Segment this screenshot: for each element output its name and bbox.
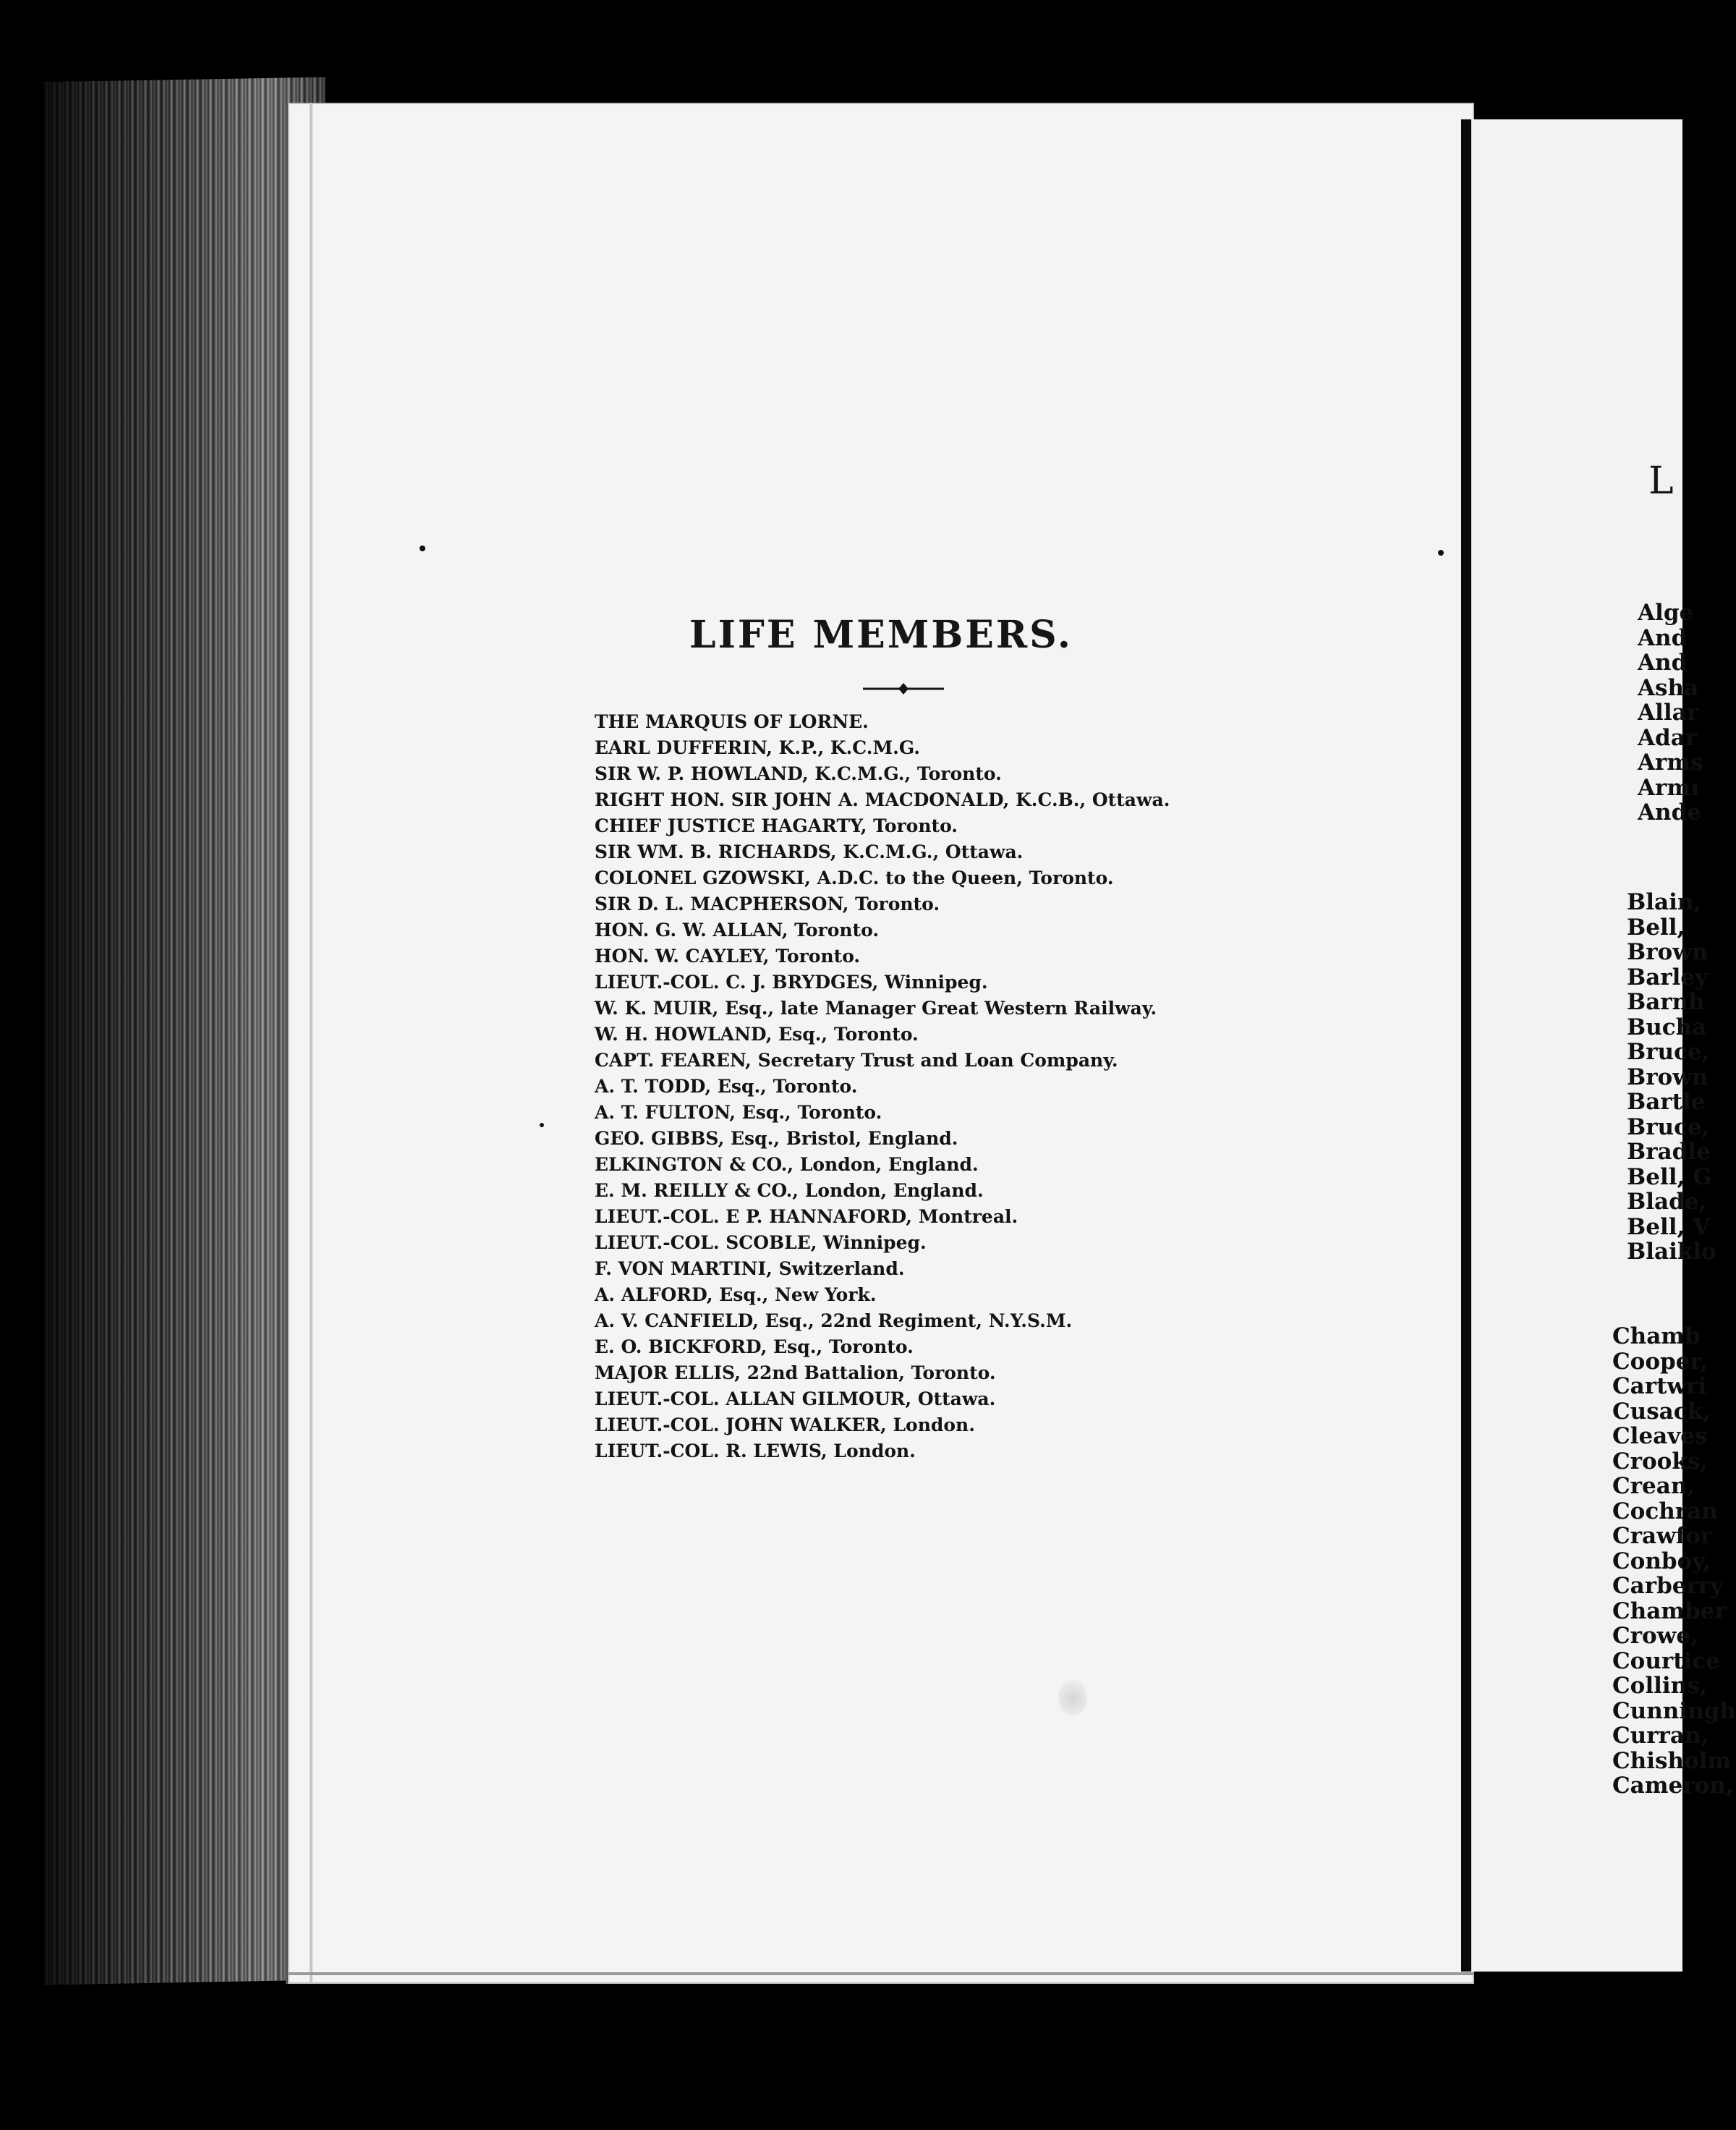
page-title: LIFE MEMBERS. [689,613,1073,657]
right-list-item: Alge [1638,600,1694,626]
right-list-item: Barnh [1627,989,1705,1015]
title-ornament-icon [863,682,944,696]
right-list-item: Cooper, [1612,1348,1709,1375]
member-entry: W. H. HOWLAND, Esq., Toronto. [595,1024,919,1045]
right-list-item: Cochran [1612,1498,1718,1524]
member-entry: A. T. FULTON, Esq., Toronto. [595,1102,882,1123]
right-list-item: Bucha [1627,1014,1707,1040]
member-entry: GEO. GIBBS, Esq., Bristol, England. [595,1128,958,1149]
right-list-item: Crean, [1612,1473,1695,1499]
right-list-item: Blain, [1627,889,1702,915]
right-list-item: Asha [1638,674,1699,701]
life-members-list [595,709,1390,1464]
member-entry: ELKINGTON & CO., London, England. [595,1154,979,1175]
member-entry: LIEUT.-COL. C. J. BRYDGES, Winnipeg. [595,972,988,993]
member-entry: LIEUT.-COL. ALLAN GILMOUR, Ottawa. [595,1388,996,1409]
right-list-item: Crowe, [1612,1623,1698,1649]
right-list-item: Bell, V [1627,1213,1711,1240]
right-list-item: Bell, [1627,914,1685,941]
member-entry: MAJOR ELLIS, 22nd Battalion, Toronto. [595,1362,996,1383]
right-list-item: Arms [1638,750,1703,776]
member-entry: EARL DUFFERIN, K.P., K.C.M.G. [595,737,921,758]
right-list-item: Bruce, [1627,1113,1710,1140]
right-list-item: Barley [1627,964,1709,990]
right-list-item: Brown [1627,1064,1709,1090]
page-inner-border [310,103,312,1984]
member-entry: LIEUT.-COL. JOHN WALKER, London. [595,1414,975,1435]
member-entry: HON. W. CAYLEY, Toronto. [595,946,861,967]
right-page-heading: L [1648,459,1674,503]
right-list-item: Courtice [1612,1647,1720,1674]
member-entry: HON. G. W. ALLAN, Toronto. [595,920,880,941]
member-entry: THE MARQUIS OF LORNE. [595,711,869,732]
right-list-item: Blaiklo [1627,1239,1716,1265]
right-list-item: Adar [1638,724,1698,751]
member-entry: A. ALFORD, Esq., New York. [595,1284,877,1305]
paper-smudge [1058,1680,1087,1716]
member-entry: LIEUT.-COL. SCOBLE, Winnipeg. [595,1232,927,1253]
right-list-item: Conboy, [1612,1548,1711,1574]
ink-speck [1438,550,1444,556]
member-entry: F. VON MARTINI, Switzerland. [595,1258,905,1279]
right-list-group-c [1612,1324,1736,1799]
member-entry: W. K. MUIR, Esq., late Manager Great Western Railway. [595,998,1157,1019]
member-entry: CHIEF JUSTICE HAGARTY, Toronto. [595,815,958,836]
member-entry: A. V. CANFIELD, Esq., 22nd Regiment, N.Y.S.M. [595,1310,1073,1331]
right-list-item: Crooks, [1612,1448,1709,1475]
member-entry: LIEUT.-COL. R. LEWIS, London. [595,1440,916,1461]
right-list-group-a [1638,601,1703,826]
right-list-item: Ande [1638,799,1701,826]
right-list-item: Chisholm [1612,1747,1732,1774]
right-list-item: And [1638,624,1688,651]
member-entry: SIR W. P. HOWLAND, K.C.M.G., Toronto. [595,763,1002,784]
right-list-item: And [1638,650,1688,676]
member-entry: SIR D. L. MACPHERSON, Toronto. [595,894,940,915]
member-entry: E. O. BICKFORD, Esq., Toronto. [595,1336,914,1357]
right-list-item: Cartwri [1612,1373,1707,1399]
right-list-item: Brown [1627,939,1709,965]
right-list-item: Carberry [1612,1573,1724,1599]
right-list-group-b [1627,890,1716,1265]
right-list-item: Cunningh [1612,1697,1736,1724]
right-list-item: Bradle [1627,1139,1711,1165]
member-entry: RIGHT HON. SIR JOHN A. MACDONALD, K.C.B., Ottawa. [595,789,1170,810]
right-list-item: Curran, [1612,1723,1709,1749]
member-entry: SIR WM. B. RICHARDS, K.C.M.G., Ottawa. [595,841,1024,862]
right-list-item: Blade, [1627,1189,1707,1215]
right-list-item: Bruce, [1627,1039,1710,1065]
right-list-item: Cameron, [1612,1773,1734,1799]
right-list-item: Bell, G [1627,1163,1712,1190]
ink-speck [540,1123,544,1127]
page-edge-shadow [43,77,326,1985]
right-list-item: Chamb [1612,1323,1701,1349]
right-facing-page [1461,119,1736,1972]
right-list-item: Collins, [1612,1673,1708,1699]
member-entry: A. T. TODD, Esq., Toronto. [595,1076,858,1097]
right-list-item: Bartle [1627,1089,1706,1115]
member-entry: COLONEL GZOWSKI, A.D.C. to the Queen, Toronto. [595,867,1114,888]
right-list-item: Allar [1638,700,1699,726]
right-list-item: Cusack, [1612,1398,1711,1425]
member-entry: E. M. REILLY & CO., London, England. [595,1180,984,1201]
left-page [286,103,1474,1984]
right-list-item: Chamber [1612,1598,1727,1624]
member-entry: CAPT. FEAREN, Secretary Trust and Loan Company. [595,1050,1118,1071]
right-list-item: Cleaves [1612,1423,1708,1449]
right-list-item: Armı [1638,774,1699,801]
ink-speck [420,546,425,551]
page-bottom-edge [288,1972,1474,1975]
right-list-item: Crawfor [1612,1523,1713,1549]
member-entry: LIEUT.-COL. E P. HANNAFORD, Montreal. [595,1206,1018,1227]
